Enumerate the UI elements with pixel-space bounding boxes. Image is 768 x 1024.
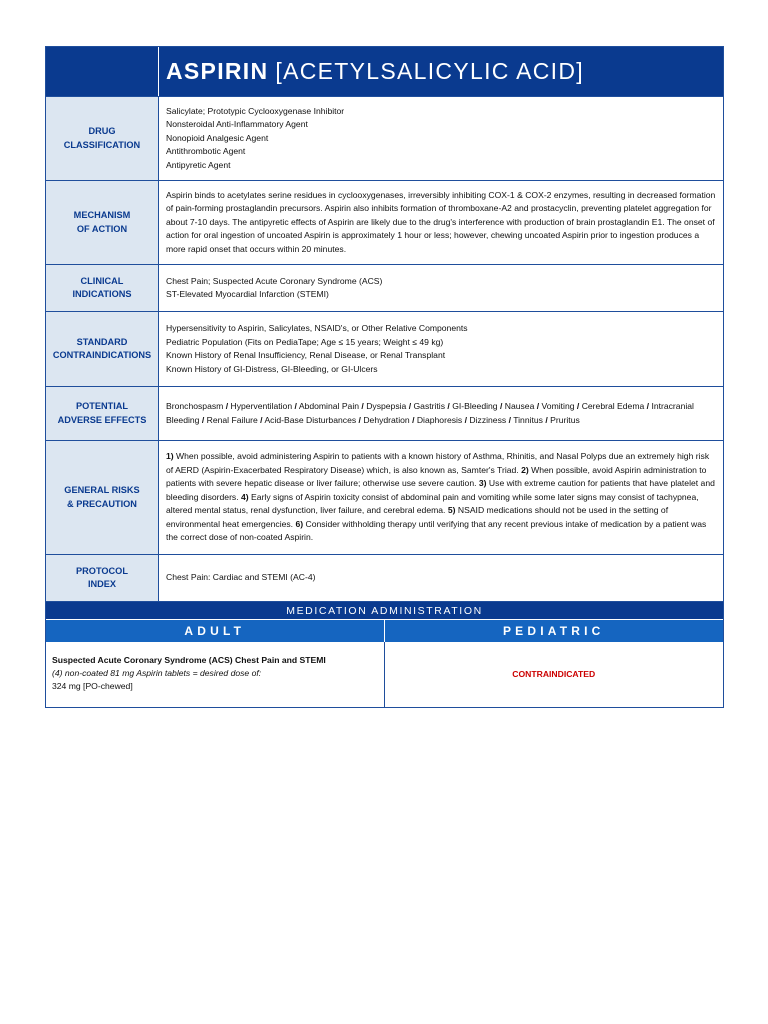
contraindications-label: STANDARD CONTRAINDICATIONS xyxy=(52,336,152,360)
adverse-item: Vomiting xyxy=(541,401,575,411)
row-clinical-indications xyxy=(46,264,723,311)
administration-row xyxy=(46,642,723,707)
classification-line: Salicylate; Prototypic Cyclooxygenase Inhibitor xyxy=(166,105,345,116)
adverse-item: Cerebral Edema xyxy=(581,401,645,411)
pediatric-contraindicated: CONTRAINDICATED xyxy=(512,669,596,679)
risks-text xyxy=(166,450,716,545)
indication-line: Chest Pain; Suspected Acute Coronary Syndrome (ACS) xyxy=(166,275,383,286)
adverse-item: Dizziness xyxy=(469,414,507,425)
risk-text: Early signs of Aspirin toxicity consist of abdominal pain and vomiting while some later signs may consist of tachypnea, altered mental status, renal dysfunction, liver failure, and cerebral edema. xyxy=(166,491,699,516)
risk-text: When possible, avoid administering Aspirin to patients with a known history of Asthma, Rhinitis, and Nasal Polyps due an extremely high risk of AERD (Aspirin-Exacerbated Respiratory Disease) which, is also known as, Samter's Triad. xyxy=(166,451,710,475)
mechanism-text: Aspirin binds to acetylates serine residues in cyclooxygenases, irreversibly inhibiting COX-1 & COX-2 enzymes, resulting in decreased formation of pain-forming prostaglandin precursors. Aspirin also inhibits formation of thromboxane-A2 and prostacyclin, preventing platelet aggregation for about 7-10 days. The antipyretic effects of Aspirin are likely due to the drug's interference with production of brain prostaglandin E1. The onset of action for oral ingestion of uncoated Aspirin is approximately 1 hour or less; however, chewing uncoated Aspirin prior to ingestion produces a more rapid onset that occurs within 20 minutes. xyxy=(166,189,716,254)
row-label xyxy=(46,97,159,180)
classification-line: Antipyretic Agent xyxy=(166,159,231,170)
row-label xyxy=(46,555,159,601)
indications-content xyxy=(159,265,723,311)
risk-number: 2) xyxy=(521,464,529,475)
adverse-item: Tinnitus xyxy=(513,414,543,425)
title-spacer xyxy=(46,47,159,96)
row-protocol-index xyxy=(46,554,723,601)
adverse-item: Intracranial Bleeding xyxy=(166,401,694,425)
row-label xyxy=(46,181,159,264)
risks-content xyxy=(159,441,723,554)
contraindication-line: Pediatric Population (Fits on PediaTape; Age ≤ 15 years; Weight ≤ 49 kg) xyxy=(166,336,444,347)
protocol-label: PROTOCOL INDEX xyxy=(76,565,128,589)
contraindication-line: Known History of GI-Distress, GI-Bleeding, or GI-Ulcers xyxy=(166,363,378,374)
adverse-item: Pruritus xyxy=(550,414,580,425)
risk-number: 6) xyxy=(295,518,304,529)
classification-line: Nonsteroidal Anti-Inflammatory Agent xyxy=(166,119,308,130)
classification-label: DRUG CLASSIFICATION xyxy=(63,126,141,150)
adverse-content xyxy=(159,387,723,440)
indication-line: ST-Elevated Myocardial Infarction (STEMI) xyxy=(166,289,329,299)
adverse-item: Renal Failure xyxy=(206,414,258,425)
adverse-effects-list: Bronchospasm / Hyperventilation / Abdominal Pain / Dyspepsia / Gastritis / GI-Bleeding / Nausea / Vomiting / Cerebral Edema / Intracranial Bleeding / Renal Failure / Acid-Base Disturbances / Dehydration / Diaphoresis / Dizziness / Tinnitus / Pruritus xyxy=(166,401,694,425)
adult-dose-title: Suspected Acute Coronary Syndrome (ACS) Chest Pain and STEMI xyxy=(52,655,326,665)
adverse-item: Abdominal Pain xyxy=(298,401,360,411)
adverse-item: Dehydration xyxy=(363,414,410,425)
classification-content xyxy=(159,97,723,180)
risk-text: When possible, avoid Aspirin administration to patients with severe hepatic disease or liver failure; otherwise use severe caution. xyxy=(166,464,707,489)
title-bar xyxy=(46,47,723,96)
row-label xyxy=(46,387,159,440)
adult-dose-note: (4) non-coated 81 mg Aspirin tablets = desired dose of: xyxy=(52,668,262,678)
drug-title xyxy=(159,47,723,96)
row-potential-adverse-effects xyxy=(46,386,723,440)
adverse-label: POTENTIAL ADVERSE EFFECTS xyxy=(57,401,147,425)
row-mechanism-of-action xyxy=(46,180,723,264)
adverse-item: Diaphoresis xyxy=(416,414,463,425)
generic-name: [ACETYLSALICYLIC ACID] xyxy=(275,58,584,84)
protocol-content xyxy=(159,555,723,601)
row-general-risks-precaution xyxy=(46,440,723,554)
contraindication-line: Known History of Renal Insufficiency, Renal Disease, or Renal Transplant xyxy=(166,350,446,360)
risk-number: 4) xyxy=(241,491,249,502)
risks-label: GENERAL RISKS & PRECAUTION xyxy=(64,485,140,509)
adverse-item: Dyspepsia xyxy=(366,401,407,411)
risk-number: 5) xyxy=(447,505,456,516)
risk-text: Use with extreme caution for patients that have platelet and bleeding disorders. xyxy=(166,478,715,502)
risk-text: NSAID medications should not be used in the setting of environmental heat emergencies. xyxy=(166,505,669,529)
adverse-item: Hyperventilation xyxy=(230,401,293,411)
protocol-text: Chest Pain: Cardiac and STEMI (AC-4) xyxy=(166,572,316,583)
pediatric-dose-cell xyxy=(385,642,724,707)
row-label xyxy=(46,441,159,554)
adverse-item: Nausea xyxy=(504,401,535,411)
adverse-item: Bronchospasm xyxy=(166,401,224,411)
medication-administration-header: MEDICATION ADMINISTRATION xyxy=(46,601,723,619)
mechanism-label: MECHANISM OF ACTION xyxy=(73,210,131,234)
adult-dose-cell xyxy=(46,642,385,707)
adverse-item: GI-Bleeding xyxy=(452,401,498,411)
classification-line: Antithrombotic Agent xyxy=(166,146,246,157)
classification-line: Nonopioid Analgesic Agent xyxy=(166,132,269,143)
row-drug-classification xyxy=(46,96,723,180)
adult-dose-value: 324 mg [PO-chewed] xyxy=(52,681,133,691)
risk-number: 1) xyxy=(166,451,174,462)
row-label xyxy=(46,265,159,311)
row-label xyxy=(46,312,159,386)
pediatric-header: PEDIATRIC xyxy=(502,624,605,638)
drug-sheet xyxy=(45,46,724,708)
adult-header: ADULT xyxy=(46,620,385,642)
adverse-item: Acid-Base Disturbances xyxy=(264,414,357,425)
drug-name: ASPIRIN xyxy=(166,58,269,84)
administration-subheader xyxy=(46,619,723,642)
risk-number: 3) xyxy=(478,478,487,489)
adverse-item: Gastritis xyxy=(413,401,446,411)
mechanism-content xyxy=(159,181,723,264)
row-standard-contraindications xyxy=(46,311,723,386)
contraindications-content xyxy=(159,312,723,386)
risk-text: Consider withholding therapy until verifying that any recent previous intake of medication by a patient was the correct dose of non-coated Aspirin. xyxy=(166,518,707,543)
contraindication-line: Hypersensitivity to Aspirin, Salicylates, NSAID's, or Other Relative Components xyxy=(166,323,468,333)
indications-label: CLINICAL INDICATIONS xyxy=(72,275,132,299)
